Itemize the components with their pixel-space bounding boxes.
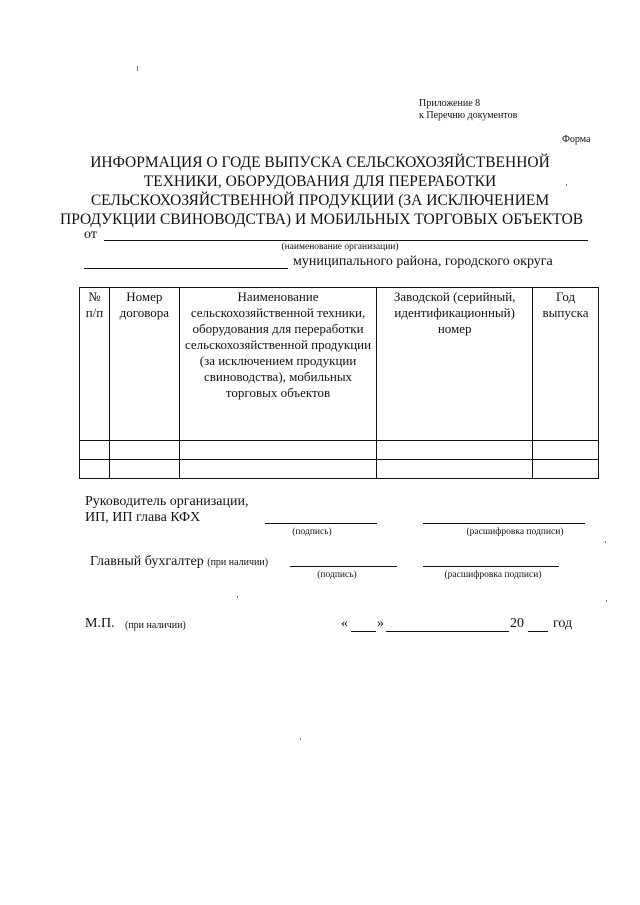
head-signature-caption: (подпись) — [292, 527, 332, 537]
accountant-signature-caption: (подпись) — [317, 570, 357, 580]
year-suffix: год — [553, 616, 573, 631]
table-cell[interactable] — [80, 441, 110, 460]
column-serial-number: Заводской (серийный, идентификационный) номер — [377, 288, 533, 441]
table-cell[interactable] — [109, 441, 179, 460]
table-cell[interactable] — [80, 460, 110, 479]
table-cell[interactable] — [533, 441, 599, 460]
appendix-reference: к Перечню документов — [419, 110, 518, 121]
column-year: Год выпуска — [533, 288, 599, 441]
scan-speck — [137, 66, 138, 71]
head-decoding-caption: (расшифровка подписи) — [466, 527, 564, 537]
scan-speck — [605, 541, 606, 543]
title-line: ПРОДУКЦИИ СВИНОВОДСТВА) И МОБИЛЬНЫХ ТОРГОВЫХ ОБЪЕКТОВ — [60, 211, 584, 228]
title-line: ТЕХНИКИ, ОБОРУДОВАНИЯ ДЛЯ ПЕРЕРАБОТКИ — [143, 173, 497, 190]
date-close-quote: » — [377, 616, 384, 631]
from-label: от — [84, 227, 97, 242]
date-day-line[interactable] — [351, 631, 376, 632]
scan-speck — [237, 596, 238, 598]
accountant-signature-line[interactable] — [290, 566, 397, 567]
table-cell[interactable] — [377, 460, 533, 479]
date-open-quote: « — [341, 616, 348, 631]
organization-caption: (наименование организации) — [281, 242, 399, 252]
accountant-decoding-line[interactable] — [423, 566, 559, 567]
table-cell[interactable] — [377, 441, 533, 460]
head-decoding-line[interactable] — [423, 523, 585, 524]
stamp-if-any: (при наличии) — [125, 620, 186, 631]
district-name-line[interactable] — [84, 268, 288, 269]
form-label: Форма — [562, 134, 591, 145]
accountant-if-any: (при наличии) — [207, 557, 269, 568]
table-row — [80, 460, 599, 479]
table-header-row — [80, 288, 599, 441]
organization-name-line[interactable] — [104, 240, 588, 241]
date-month-line[interactable] — [386, 631, 509, 632]
table-cell[interactable] — [179, 441, 376, 460]
head-signature-line[interactable] — [265, 523, 377, 524]
accountant-label: Главный бухгалтер (при наличии) — [90, 554, 269, 569]
scan-speck — [300, 738, 301, 740]
scan-speck — [606, 600, 607, 602]
date-year-line[interactable] — [528, 631, 548, 632]
accountant-decoding-caption: (расшифровка подписи) — [444, 570, 542, 580]
appendix-number: Приложение 8 — [419, 98, 481, 109]
title-line: СЕЛЬСКОХОЗЯЙСТВЕННОЙ ПРОДУКЦИИ (ЗА ИСКЛЮЧЕНИЕМ — [90, 192, 550, 209]
stamp-label: М.П. — [85, 616, 115, 631]
document-title — [60, 153, 584, 229]
column-contract-number: Номер договора — [109, 288, 179, 441]
table-cell[interactable] — [109, 460, 179, 479]
district-text: муниципального района, городского округа — [293, 254, 553, 269]
year-prefix: 20 — [510, 616, 524, 631]
head-label-line2: ИП, ИП глава КФХ — [85, 510, 201, 525]
column-number: № п/п — [80, 288, 110, 441]
column-equipment-name: Наименование сельскохозяйственной техники, оборудования для переработки сельскохозяйственной продукции (за исключением продукции свиноводства), мобильных торговых объектов — [179, 288, 376, 441]
table-cell[interactable] — [179, 460, 376, 479]
table-row — [80, 441, 599, 460]
table-cell[interactable] — [533, 460, 599, 479]
head-label-line1: Руководитель организации, — [85, 494, 249, 509]
title-line: ИНФОРМАЦИЯ О ГОДЕ ВЫПУСКА СЕЛЬСКОХОЗЯЙСТВЕННОЙ — [90, 154, 550, 171]
equipment-table — [79, 287, 599, 479]
